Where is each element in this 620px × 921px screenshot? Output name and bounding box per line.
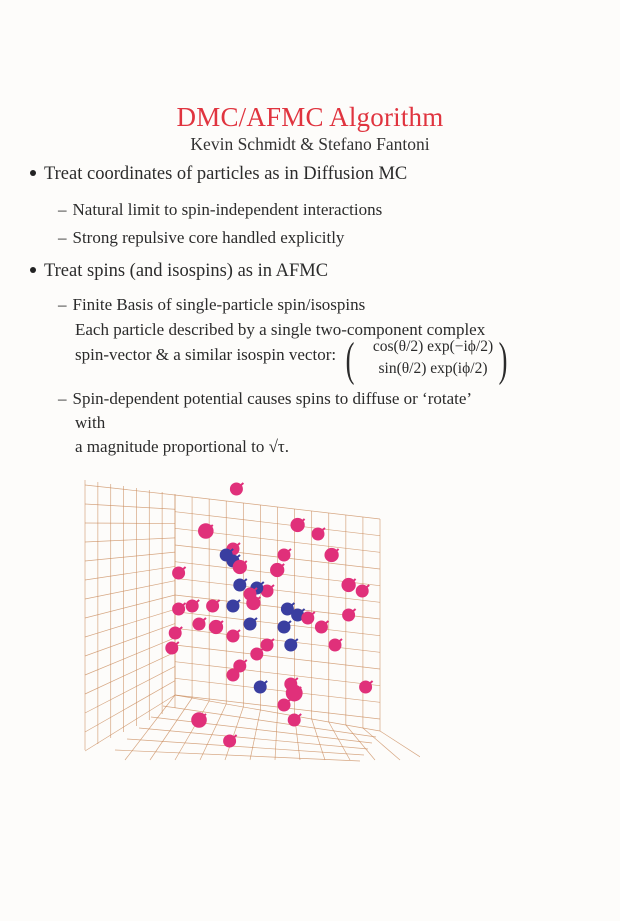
grid-line: [85, 566, 175, 580]
proton-particle: [290, 518, 304, 532]
proton-particle: [193, 618, 206, 631]
bullet-coordinates: [30, 164, 407, 185]
proton-particle: [359, 681, 372, 694]
neutron-particle: [278, 621, 291, 634]
proton-particle: [356, 585, 369, 598]
authors: Kevin Schmidt & Stefano Fantoni: [190, 134, 430, 154]
grid-line: [85, 595, 175, 618]
spin-matrix: [345, 333, 508, 386]
bullet-dot: [30, 170, 36, 176]
proton-particle: [312, 528, 325, 541]
sub-text: Natural limit to spin-independent interactions: [72, 200, 383, 219]
page-title: DMC/AFMC Algorithm: [176, 102, 444, 132]
matrix-bottom: sin(θ/2) exp(iϕ/2): [378, 360, 488, 377]
proton-particle: [223, 735, 236, 748]
proton-particle: [227, 669, 240, 682]
grid-line: [85, 624, 175, 656]
grid-line: [380, 731, 420, 760]
proton-particle: [191, 712, 207, 728]
grid-line: [85, 523, 175, 524]
proton-particle: [230, 483, 243, 496]
bullet-spins: [30, 261, 328, 282]
grid-line: [85, 538, 175, 542]
grid-line: [85, 609, 175, 637]
proton-particle: [198, 523, 214, 539]
grid-line: [85, 638, 175, 675]
proton-particle: [233, 560, 247, 574]
neutron-particle: [284, 639, 297, 652]
proton-particle: [186, 600, 199, 613]
sub-finite-basis: [58, 295, 365, 315]
grid-line: [225, 707, 243, 760]
proton-particle: [227, 630, 240, 643]
grid-line: [275, 713, 278, 760]
proton-particle: [206, 600, 219, 613]
dash-marker: –: [58, 295, 67, 314]
proton-particle: [324, 548, 338, 562]
grid-line: [312, 719, 325, 760]
proton-particle: [329, 639, 342, 652]
proton-particle: [209, 620, 223, 634]
grid-line: [200, 704, 226, 760]
grid-line: [85, 581, 175, 599]
bullet-dot: [30, 267, 36, 273]
neutron-particle: [254, 681, 267, 694]
with-line: with: [75, 413, 106, 432]
grid-line: [250, 710, 260, 760]
proton-particle: [278, 699, 291, 712]
grid-line: [363, 728, 400, 760]
particle-figure: [80, 465, 420, 765]
bullet-text: Treat coordinates of particles as in Diffusion MC: [44, 164, 408, 184]
proton-particle: [172, 603, 185, 616]
proton-particle: [301, 612, 314, 625]
proton-particle: [270, 563, 284, 577]
proton-particle: [246, 596, 260, 610]
spin-vector-line: spin-vector & a similar isospin vector:: [75, 345, 337, 364]
magnitude-line: a magnitude proportional to √τ.: [75, 437, 289, 456]
neutron-particle: [233, 579, 246, 592]
proton-particle: [169, 627, 182, 640]
proton-particle: [342, 609, 355, 622]
dash-marker: –: [58, 228, 67, 247]
sub-natural-limit: [58, 200, 382, 220]
sub-spin-dependent: [58, 389, 472, 409]
proton-particle: [315, 621, 328, 634]
each-particle-line: Each particle described by a single two-component complex: [75, 320, 486, 339]
proton-particle: [172, 567, 185, 580]
right-paren: ): [498, 333, 508, 386]
grid-line: [127, 739, 364, 755]
proton-particle: [278, 549, 291, 562]
neutron-particle: [244, 618, 257, 631]
bullet-text: Treat spins (and isospins) as in AFMC: [44, 261, 329, 281]
dash-marker: –: [58, 200, 67, 219]
proton-particle: [341, 578, 355, 592]
grid-line: [329, 722, 350, 760]
matrix-top: cos(θ/2) exp(−iϕ/2): [372, 338, 494, 355]
neutron-particle: [227, 600, 240, 613]
grid-line: [85, 504, 175, 509]
particles-group: [165, 483, 372, 748]
left-paren: (: [345, 333, 355, 386]
sub-text: Spin-dependent potential causes spins to diffuse or ‘rotate’: [72, 389, 473, 408]
grid-line: [85, 552, 175, 561]
dash-marker: –: [58, 389, 67, 408]
proton-particle: [165, 642, 178, 655]
proton-particle: [250, 648, 263, 661]
sub-text: Finite Basis of single-particle spin/isospins: [72, 295, 366, 314]
proton-particle: [286, 685, 303, 702]
sub-text: Strong repulsive core handled explicitly: [72, 228, 345, 247]
grid-line: [85, 485, 175, 495]
sub-repulsive-core: [58, 228, 344, 248]
proton-particle: [288, 714, 301, 727]
